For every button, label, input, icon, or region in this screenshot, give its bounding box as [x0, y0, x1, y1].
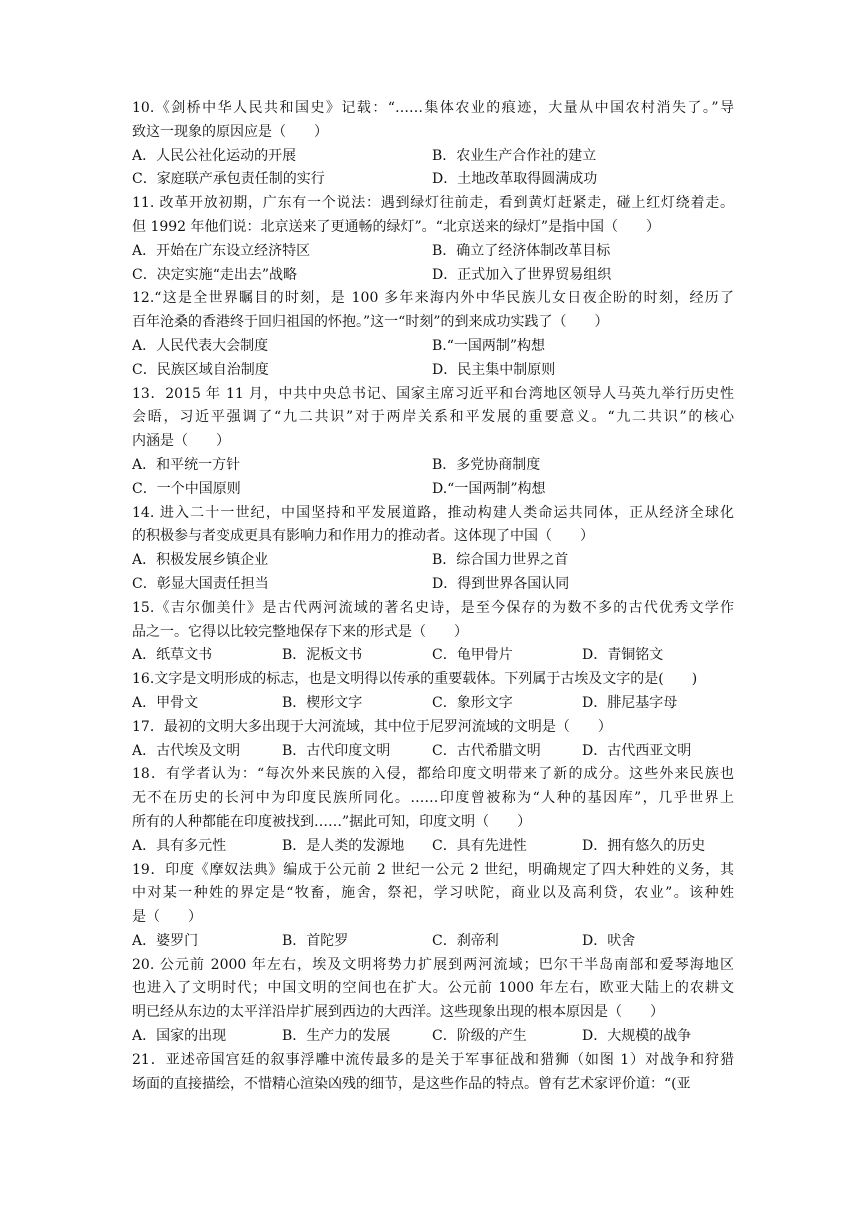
question-stem-line: 会晤，习近平强调了“九二共识”对于两岸关系和平发展的重要意义。“九二共识”的核心	[132, 409, 734, 426]
question-stem-line: 20. 公元前 2000 年左右，埃及文明将势力扩展到两河流域；巴尔干半岛南部和爱琴海地区	[132, 956, 734, 973]
option-a: A．甲骨文	[132, 694, 199, 711]
options-row	[132, 549, 734, 573]
options-row	[132, 168, 734, 192]
question-stem-line: 是（ ）	[132, 909, 202, 926]
option-b: B．楔形文字	[282, 694, 363, 711]
options-row	[132, 478, 734, 502]
option-a: A．积极发展乡镇企业	[132, 552, 269, 569]
option-d: D．土地改革取得圆满成功	[432, 171, 598, 188]
question-stem-line: 场面的直接描绘，不惜精心渲染凶残的细节，是这些作品的特点。曾有艺术家评价道：“(亚	[132, 1075, 691, 1092]
options-row	[132, 930, 734, 954]
question-stem-line: 致这一现象的原因应是（ ）	[132, 123, 328, 140]
question-stem-line: 品之一。它得以比较完整地保存下来的形式是（ ）	[132, 623, 468, 640]
option-a: A．开始在广东设立经济特区	[132, 242, 311, 259]
option-d: D．古代西亚文明	[582, 742, 692, 759]
question-stem-line: 12.“这是全世界瞩目的时刻，是 100 多年来海内外中华民族儿女日夜企盼的时刻，经历了	[132, 290, 734, 307]
option-c: C．具有先进性	[432, 837, 527, 854]
options-row	[132, 359, 734, 383]
question-stem-line: 所有的人种都能在印度被找到……”据此可知，印度文明（ ）	[132, 813, 532, 830]
question-item	[132, 502, 734, 597]
question-stem-line: 无不在历史的长河中为印度民族所同化。……印度曾被称为“人种的基因库”，几乎世界上	[132, 790, 734, 807]
option-d: D．得到世界各国认同	[432, 575, 570, 592]
question-item	[132, 763, 734, 858]
question-item	[132, 954, 734, 1049]
options-row	[132, 240, 734, 264]
option-a: A．国家的出现	[132, 1028, 227, 1045]
question-stem-line: 17．最初的文明大多出现于大河流域，其中位于尼罗河流域的文明是（ ）	[132, 718, 612, 735]
question-stem-line: 也进入了文明时代；中国文明的空间也在扩大。公元前 1000 年左右，欧亚大陆上的农耕文	[132, 980, 734, 997]
question-stem-line: 的积极参与者变成更具有影响力和作用力的推动者。这体现了中国（ ）	[132, 528, 594, 545]
option-b: B．首陀罗	[282, 932, 349, 949]
options-row	[132, 835, 734, 859]
option-c: C．象形文字	[432, 694, 513, 711]
option-c: C．古代希腊文明	[432, 742, 541, 759]
question-item	[132, 668, 734, 716]
question-stem-line: 15.《吉尔伽美什》是古代两河流域的著名史诗，是至今保存的为数不多的古代优秀文学作	[132, 599, 734, 616]
question-stem-line: 21．亚述帝国宫廷的叙事浮雕中流传最多的是关于军事征战和猎狮（如图 1）对战争和狩猎	[132, 1051, 734, 1068]
question-item	[132, 192, 734, 287]
option-d: D．拥有悠久的历史	[582, 837, 706, 854]
option-d: D．正式加入了世界贸易组织	[432, 266, 612, 283]
options-row	[132, 573, 734, 597]
option-a: A．具有多元性	[132, 837, 227, 854]
option-a: A．人民公社化运动的开展	[132, 147, 297, 164]
option-c: C．家庭联产承包责任制的实行	[132, 171, 325, 188]
question-stem-line: 16.文字是文明形成的标志，也是文明得以传承的重要载体。下列属于古埃及文字的是( )	[132, 671, 698, 688]
option-d: D．腓尼基字母	[582, 694, 678, 711]
option-d: D.“一国两制”构想	[432, 480, 546, 497]
options-row	[132, 644, 734, 668]
option-b: B．多党协商制度	[432, 456, 541, 473]
question-item	[132, 716, 734, 764]
question-stem-line: 19．印度《摩奴法典》编成于公元前 2 世纪一公元 2 世纪，明确规定了四大种姓的义务，其	[132, 861, 734, 878]
option-b: B．生产力的发展	[282, 1028, 391, 1045]
options-row	[132, 335, 734, 359]
option-d: D．民主集中制原则	[432, 361, 556, 378]
option-c: C．刹帝利	[432, 932, 499, 949]
option-b: B.“一国两制”构想	[432, 337, 546, 354]
options-row	[132, 264, 734, 288]
option-c: C．一个中国原则	[132, 480, 241, 497]
option-d: D．吠舍	[582, 932, 636, 949]
option-c: C．阶级的产生	[432, 1028, 527, 1045]
option-a: A．古代埃及文明	[132, 742, 241, 759]
question-stem-line: 14. 进入二十一世纪，中国坚持和平发展道路，推动构建人类命运共同体，正从经济全球化	[132, 504, 734, 521]
option-c: C．民族区域自治制度	[132, 361, 269, 378]
question-stem-line: 10.《剑桥中华人民共和国史》记载：“……集体农业的痕迹，大量从中国农村消失了。”导	[132, 100, 734, 116]
options-row	[132, 692, 734, 716]
option-b: B．是人类的发源地	[282, 837, 405, 854]
options-row	[132, 454, 734, 478]
question-list	[132, 97, 734, 1096]
options-row	[132, 740, 734, 764]
option-d: D．大规模的战争	[582, 1028, 692, 1045]
question-item	[132, 97, 734, 192]
option-b: B．古代印度文明	[282, 742, 391, 759]
question-item	[132, 597, 734, 668]
option-b: B．农业生产合作社的建立	[432, 147, 597, 164]
question-stem-line: 13．2015 年 11 月，中共中央总书记、国家主席习近平和台湾地区领导人马英九举行历史性	[132, 385, 734, 402]
question-stem-line: 中对某一种姓的界定是“牧畜，施舍，祭祀，学习吠陀，商业以及高利贷，农业”。该种姓	[132, 885, 734, 902]
question-item	[132, 287, 734, 382]
option-b: B．综合国力世界之首	[432, 552, 569, 569]
options-row	[132, 1025, 734, 1049]
question-item	[132, 1049, 734, 1097]
option-b: B．确立了经济体制改革目标	[432, 242, 611, 259]
question-stem-line: 百年沧桑的香港终于回归祖国的怀抱。”这一“时刻”的到来成功实践了（ ）	[132, 314, 609, 331]
question-stem-line: 但 1992 年他们说：北京送来了更通畅的绿灯”。“北京送来的绿灯”是指中国（ ）	[132, 218, 660, 235]
option-c: C．彰显大国责任担当	[132, 575, 269, 592]
question-stem-line: 内涵是（ ）	[132, 433, 230, 450]
option-d: D．青铜铭文	[582, 647, 664, 664]
option-a: A．婆罗门	[132, 932, 199, 949]
option-a: A．和平统一方针	[132, 456, 241, 473]
option-a: A．人民代表大会制度	[132, 337, 269, 354]
option-c: C．龟甲骨片	[432, 647, 513, 664]
option-a: A．纸草文书	[132, 647, 213, 664]
option-c: C．决定实施“走出去”战略	[132, 266, 298, 283]
question-item	[132, 859, 734, 954]
options-row	[132, 145, 734, 169]
question-stem-line: 18．有学者认为：“每次外来民族的入侵，都给印度文明带来了新的成分。这些外来民族也	[132, 766, 734, 783]
option-b: B．泥板文书	[282, 647, 363, 664]
question-stem-line: 明已经从东边的太平洋沿岸扩展到西边的大西洋。这些现象出现的根本原因是（ ）	[132, 1004, 664, 1021]
question-item	[132, 383, 734, 502]
question-stem-line: 11. 改革开放初期，广东有一个说法：遇到绿灯往前走，看到黄灯赶紧走，碰上红灯绕着走。	[132, 195, 734, 212]
